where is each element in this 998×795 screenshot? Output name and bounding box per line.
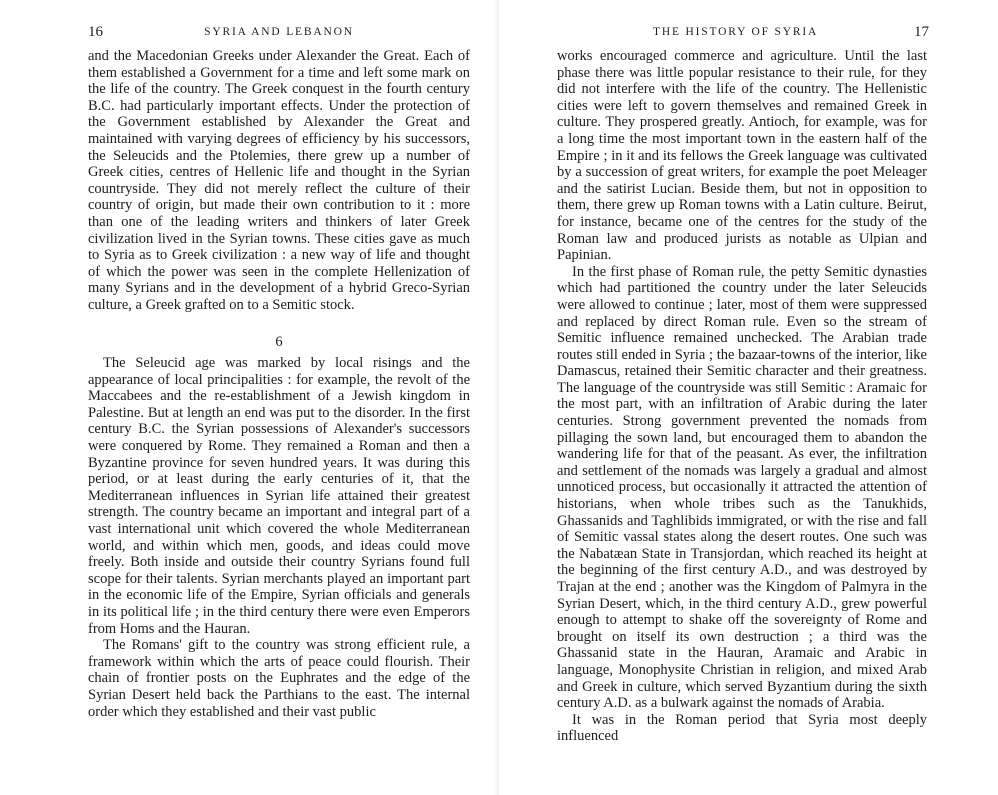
right-page: [499, 0, 998, 795]
right-body-text: [557, 48, 927, 745]
right-running-head-title: THE HISTORY OF SYRIA: [653, 26, 819, 38]
left-running-head-title: SYRIA AND LEBANON: [204, 26, 354, 38]
left-page-number: 16: [88, 24, 103, 40]
left-paragraph-3: The Romans' gift to the country was strong efficient rule, a framework within which the arts of peace could flourish. Their chain of frontier posts on the Euphrates and the edge of the Syrian Desert held back the Parthians to the east. The internal order which they established and their vast public: [88, 637, 470, 720]
left-body-text: [88, 48, 470, 720]
left-running-head: [88, 22, 470, 42]
left-paragraph-2: The Seleucid age was marked by local risings and the appearance of local principalities : for example, the revolt of the Maccabees and the re-establishment of a Jewish kingdom in Palestine. But at length an end was put to the disorder. In the first century B.C. the Syrian possessions of Alexander's successors were conquered by Rome. They remained a Roman and then a Byzantine province for seven hundred years. It was during this period, or at least during the early centuries of it, that the Mediterranean influences in Syrian life attained their greatest strength. The country became an important and integral part of a vast international unit which covered the whole Mediterranean world, and within which men, goods, and ideas could move freely. Both inside and outside their country Syrians found full scope for their talents. Syrian merchants played an important part in the economic life of the Empire, Syrian officials and generals in its political life ; in the third century there were even Emperors from Homs and the Hauran.: [88, 355, 470, 637]
right-paragraph-3: It was in the Roman period that Syria most deeply influenced: [557, 711, 927, 745]
right-page-number: 17: [914, 24, 929, 40]
right-paragraph-2: In the first phase of Roman rule, the petty Semitic dynasties which had partitioned the country under the later Seleucids were allowed to continue ; later, most of them were suppressed and replaced by direct Roman rule. Even so the stream of Semitic influence remained unchecked. The Arabian trade routes still ended in Syria ; the bazaar-towns of the interior, like Damascus, retained their Semitic character and their greatness. The language of the countryside was still Semitic : Aramaic for the most part, with an infiltration of Arabic during the later centuries. Strong government prevented the nomads from pillaging the sown land, but encouraged them to abandon the wandering life for that of the peasant. As ever, the infiltration and settlement of the nomads was largely a gradual and almost unnoticed process, but occasionally it attracted the attention of historians, when whole tribes such as the Tanukhids, Ghassanids and Taghlibids immigrated, or with the rise and fall of Semitic vassal states along the desert routes. One such was the Nabatæan State in Transjordan, which reached its height at the beginning of the first century A.D., and was destroyed by Trajan at the end ; another was the Kingdom of Palmyra in the Syrian Desert, which, in the third century A.D., grew powerful enough to attempt to shake off the sovereignty of Rome and brought on itself its own destruction ; a third was the Ghassanid state in the Hauran, Aramaic and Arabic in language, Monophysite Christian in religion, and mixed Arab and Greek in culture, which served Byzantium during the sixth century A.D. as a bulwark against the nomads of Arabia.: [557, 263, 927, 712]
section-number: 6: [275, 333, 283, 350]
right-running-head: [555, 22, 929, 42]
right-paragraph-1: works encouraged commerce and agriculture. Until the last phase there was little popular resistance to their rule, for they did not interfere with the life of the country. The Hellenistic cities were left to govern themselves and remained Greek in culture. They prospered greatly. Antioch, for example, was for a long time the most important town in the eastern half of the Empire ; in it and its fellows the Greek language was cultivated by a succession of great writers, for example the poet Meleager and the satirist Lucian. Beside them, but not in opposition to them, there grew up Roman towns with a Latin culture. Beirut, for instance, became one of the centres for the study of the Roman law and produced jurists as notable as Ulpian and Papinian.: [557, 48, 927, 264]
left-paragraph-1: and the Macedonian Greeks under Alexander the Great. Each of them established a Government for a time and left some mark on the life of the country. The Greek conquest in the fourth century B.C. had particularly important effects. Under the protection of the Government established by Alexander the Great and maintained with varying degrees of efficiency by his successors, the Seleucids and the Ptolemies, there grew up a number of Greek cities, centres of Hellenic life and thought in the Syrian countryside. They did not merely reflect the culture of their country of origin, but made their own contribution to it : more than one of the leading writers and thinkers of later Greek civilization lived in the Syrian towns. These cities gave as much to Syria as to Greek civilization : a new way of life and thought of which the power was seen in the complete Hellenization of many Syrians and in the development of a hybrid Greco-Syrian culture, a Greek grafted on to a Semitic stock.: [88, 48, 470, 313]
